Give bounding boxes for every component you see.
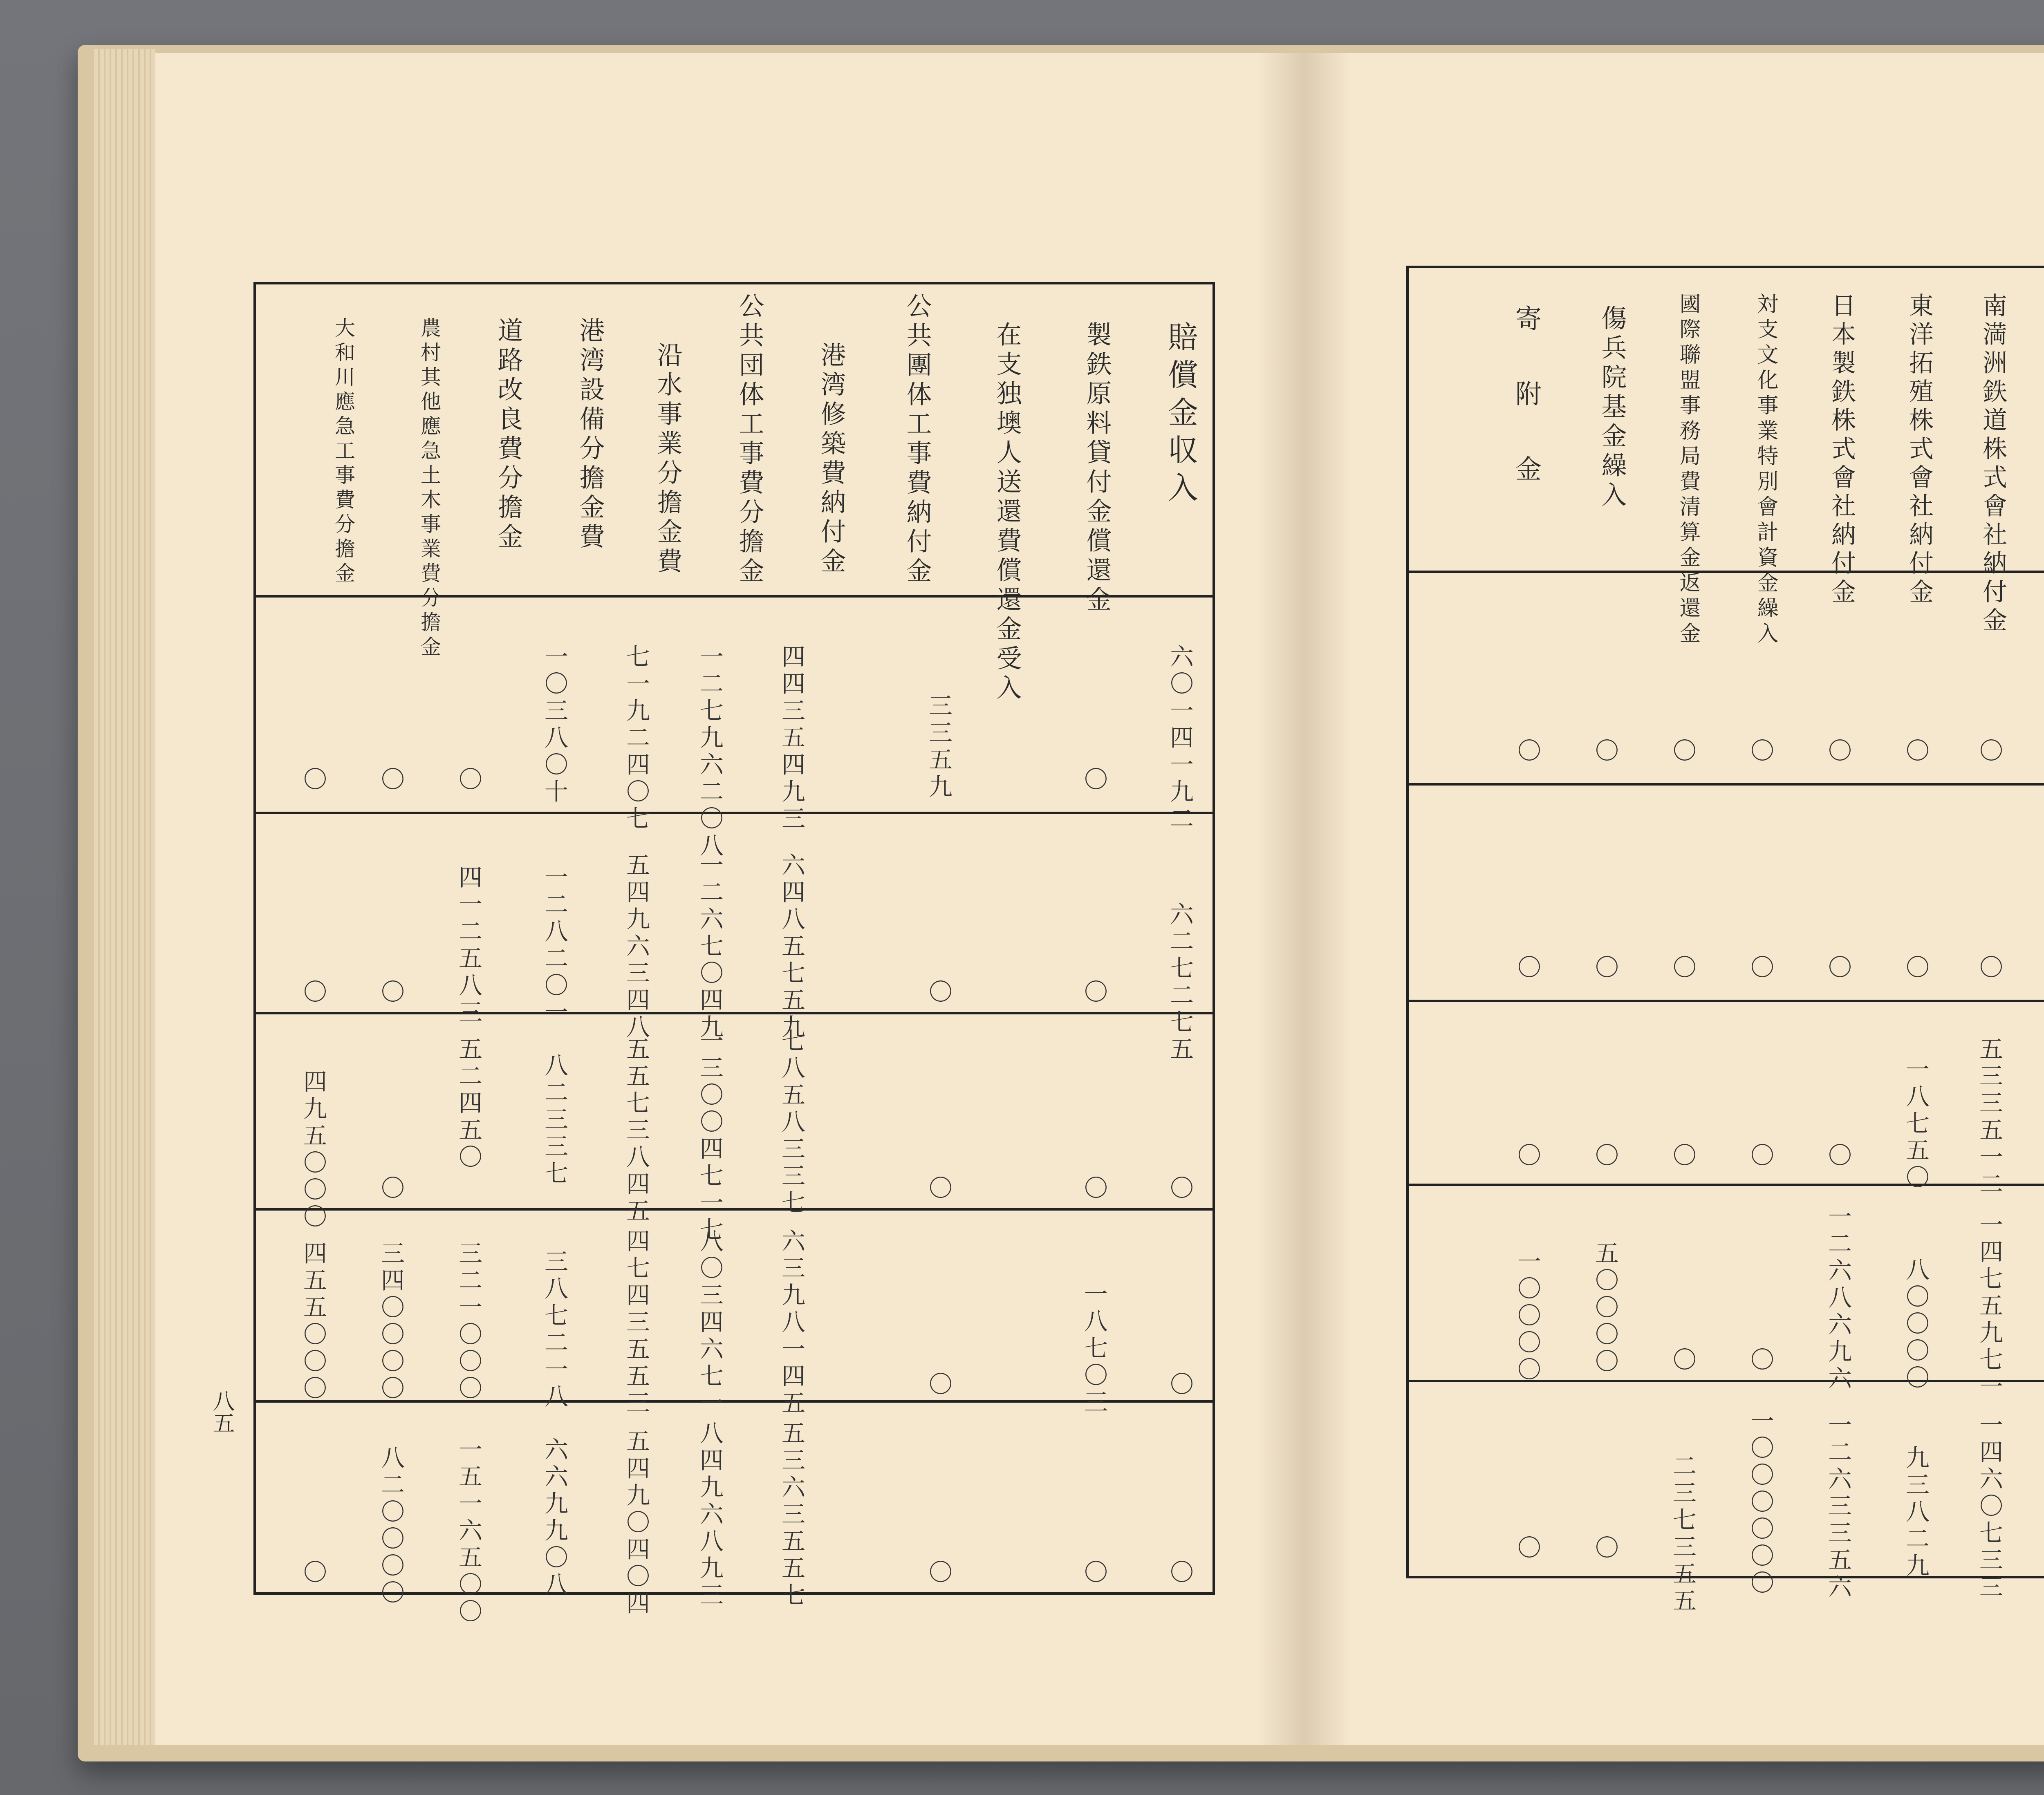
- value-cell: 二三七三五五: [1669, 1453, 1697, 1615]
- value-cell: 五〇〇〇〇: [1591, 1241, 1619, 1376]
- value-cell: 三八七二一八: [540, 1249, 568, 1411]
- value-cell: 〇: [1080, 1175, 1108, 1203]
- value-cell: 一二六八六九六: [1824, 1204, 1852, 1393]
- item-label: 寄附金: [1511, 305, 1541, 530]
- value-cell: 〇: [377, 767, 405, 795]
- value-cell: 〇: [1669, 955, 1697, 983]
- item-label: 在支独墺人送還費償還金受入: [992, 321, 1022, 704]
- page-number-left: 八五: [209, 1390, 235, 1434]
- item-label: 賠償金収入: [1163, 321, 1198, 509]
- left-table: [253, 282, 1215, 1626]
- value-cell: 〇: [925, 1560, 953, 1587]
- value-cell: 〇: [925, 1372, 953, 1399]
- value-cell: 〇: [1591, 1143, 1619, 1171]
- value-cell: 〇: [1080, 1560, 1108, 1587]
- value-cell: 〇: [925, 979, 953, 1007]
- item-label: 対支文化事業特別會計資金繰入: [1753, 293, 1778, 647]
- value-cell: 四七四三五五三: [622, 1229, 650, 1417]
- left-page-stack: [94, 49, 155, 1745]
- value-cell: 〇: [1746, 955, 1774, 983]
- item-label: 農村其他應急土木事業費分擔金: [417, 317, 441, 660]
- item-label: 大和川應急工事費分擔金: [332, 317, 355, 587]
- left-table-divider: [256, 1012, 1213, 1014]
- book-gutter: [1257, 53, 1351, 1745]
- value-cell: 一四六〇七三三: [1975, 1412, 2003, 1601]
- value-cell: 〇: [1591, 738, 1619, 766]
- value-cell: 九三八二九: [1902, 1445, 1930, 1580]
- value-cell: 八二〇〇〇〇: [377, 1445, 405, 1607]
- value-cell: 〇: [1080, 767, 1108, 795]
- value-cell: 一二六三三五六: [1824, 1412, 1852, 1601]
- value-cell: 〇: [1902, 738, 1930, 766]
- value-cell: 一二六七〇四九: [696, 853, 724, 1041]
- value-cell: 〇: [377, 979, 405, 1007]
- value-cell: 六三九八一四五: [778, 1229, 805, 1417]
- value-cell: 〇: [1166, 1175, 1194, 1203]
- value-cell: 一四七五九七一: [1975, 1212, 2003, 1401]
- value-cell: 一二八二〇一: [540, 865, 568, 1027]
- value-cell: 〇: [1975, 955, 2003, 983]
- value-cell: 〇: [1824, 1143, 1852, 1171]
- value-cell: 〇: [1669, 1143, 1697, 1171]
- value-cell: 六四八五七五九: [778, 853, 805, 1041]
- value-cell: 〇: [1591, 955, 1619, 983]
- value-cell: 八二三三七: [540, 1053, 568, 1188]
- value-cell: 〇: [1975, 738, 2003, 766]
- value-cell: 〇: [299, 979, 327, 1007]
- value-cell: 三二一〇〇〇: [455, 1241, 482, 1403]
- left-table-divider: [256, 595, 1213, 598]
- value-cell: 六六九九〇八: [540, 1437, 568, 1599]
- value-cell: 〇: [1669, 738, 1697, 766]
- value-cell: 一三〇〇四七一七: [696, 1028, 724, 1244]
- item-label: 沿水事業分擔金費: [653, 342, 683, 577]
- item-label: 國際聯盟事務局費清算金返還金: [1676, 293, 1700, 647]
- value-cell: 七一九二四〇七: [622, 644, 650, 833]
- value-cell: 〇: [299, 1560, 327, 1587]
- value-cell: 四一二五八三: [455, 865, 482, 1027]
- value-cell: 〇: [299, 767, 327, 795]
- value-cell: 〇: [1513, 1143, 1541, 1171]
- value-cell: 一二七九六二〇八: [696, 644, 724, 860]
- item-label: 東洋拓殖株式會社納付金: [1905, 293, 1934, 607]
- right-table-divider: [1409, 1184, 2044, 1186]
- left-table-divider: [256, 1208, 1213, 1211]
- value-cell: 八〇〇〇〇: [1902, 1257, 1930, 1392]
- item-label: 製鉄原料貸付金償還金: [1082, 321, 1112, 615]
- value-cell: 五四九〇四〇四: [622, 1429, 650, 1618]
- item-label: 南満洲鉄道株式會社納付金: [1979, 293, 2007, 636]
- value-cell: 一〇三八〇十: [540, 644, 568, 806]
- left-table-divider: [256, 812, 1213, 814]
- value-cell: 〇: [925, 1175, 953, 1203]
- right-table-divider: [1409, 1380, 2044, 1382]
- value-cell: 〇: [1746, 1143, 1774, 1171]
- value-cell: 三三五九: [925, 693, 953, 801]
- item-label: 公共団体工事費分擔金: [735, 293, 764, 587]
- item-label: 港湾修築費納付金: [816, 342, 846, 577]
- value-cell: 〇: [1166, 1560, 1194, 1587]
- value-cell: 一五一六五〇〇: [455, 1437, 482, 1626]
- right-table-divider: [1409, 1000, 2044, 1002]
- value-cell: 〇: [1591, 1535, 1619, 1563]
- value-cell: 〇: [455, 767, 482, 795]
- value-cell: 〇: [1513, 738, 1541, 766]
- value-cell: 七八五八三三七: [778, 1028, 805, 1217]
- value-cell: 〇: [1080, 979, 1108, 1007]
- value-cell: 八〇三四六七一: [696, 1229, 724, 1417]
- item-label: 傷兵院基金繰入: [1597, 305, 1627, 511]
- item-label: 港湾設備分擔金費: [575, 317, 605, 553]
- value-cell: 〇: [1669, 1347, 1697, 1375]
- value-cell: 五三三五一二: [1975, 1036, 2003, 1198]
- value-cell: 五四九六三四八: [622, 853, 650, 1041]
- value-cell: 四四三五四九三: [778, 644, 805, 833]
- value-cell: 〇: [1513, 1535, 1541, 1563]
- value-cell: 五二四五〇: [455, 1036, 482, 1171]
- value-cell: 六〇一四一九二: [1166, 644, 1194, 833]
- value-cell: 八四九六八九三: [696, 1421, 724, 1609]
- value-cell: 三四〇〇〇〇: [377, 1241, 405, 1403]
- value-cell: 一〇〇〇〇〇〇: [1746, 1408, 1774, 1597]
- item-label: 道路改良費分擔金: [493, 317, 523, 553]
- value-cell: 四五五〇〇〇: [299, 1241, 327, 1403]
- value-cell: 一八七五〇: [1902, 1057, 1930, 1192]
- item-label: 日本製鉄株式會社納付金: [1827, 293, 1856, 607]
- value-cell: 五五七三八四五: [622, 1036, 650, 1225]
- value-cell: 一八七〇三: [1080, 1282, 1108, 1417]
- value-cell: 〇: [377, 1175, 405, 1203]
- right-table: [1406, 266, 2044, 1615]
- value-cell: 〇: [1824, 955, 1852, 983]
- value-cell: 〇: [1902, 955, 1930, 983]
- right-table-divider: [1409, 571, 2044, 573]
- value-cell: 六二七二七五: [1166, 902, 1194, 1063]
- value-cell: 〇: [1166, 1372, 1194, 1399]
- right-table-divider: [1409, 783, 2044, 786]
- item-label: 公共團体工事費納付金: [902, 293, 932, 587]
- value-cell: 〇: [1513, 955, 1541, 983]
- value-cell: 一〇〇〇〇: [1513, 1249, 1541, 1384]
- value-cell: 〇: [1824, 738, 1852, 766]
- value-cell: 五三六三五五七: [778, 1421, 805, 1609]
- value-cell: 〇: [1746, 738, 1774, 766]
- value-cell: 〇: [1746, 1347, 1774, 1375]
- value-cell: 四九五〇〇〇: [299, 1069, 327, 1231]
